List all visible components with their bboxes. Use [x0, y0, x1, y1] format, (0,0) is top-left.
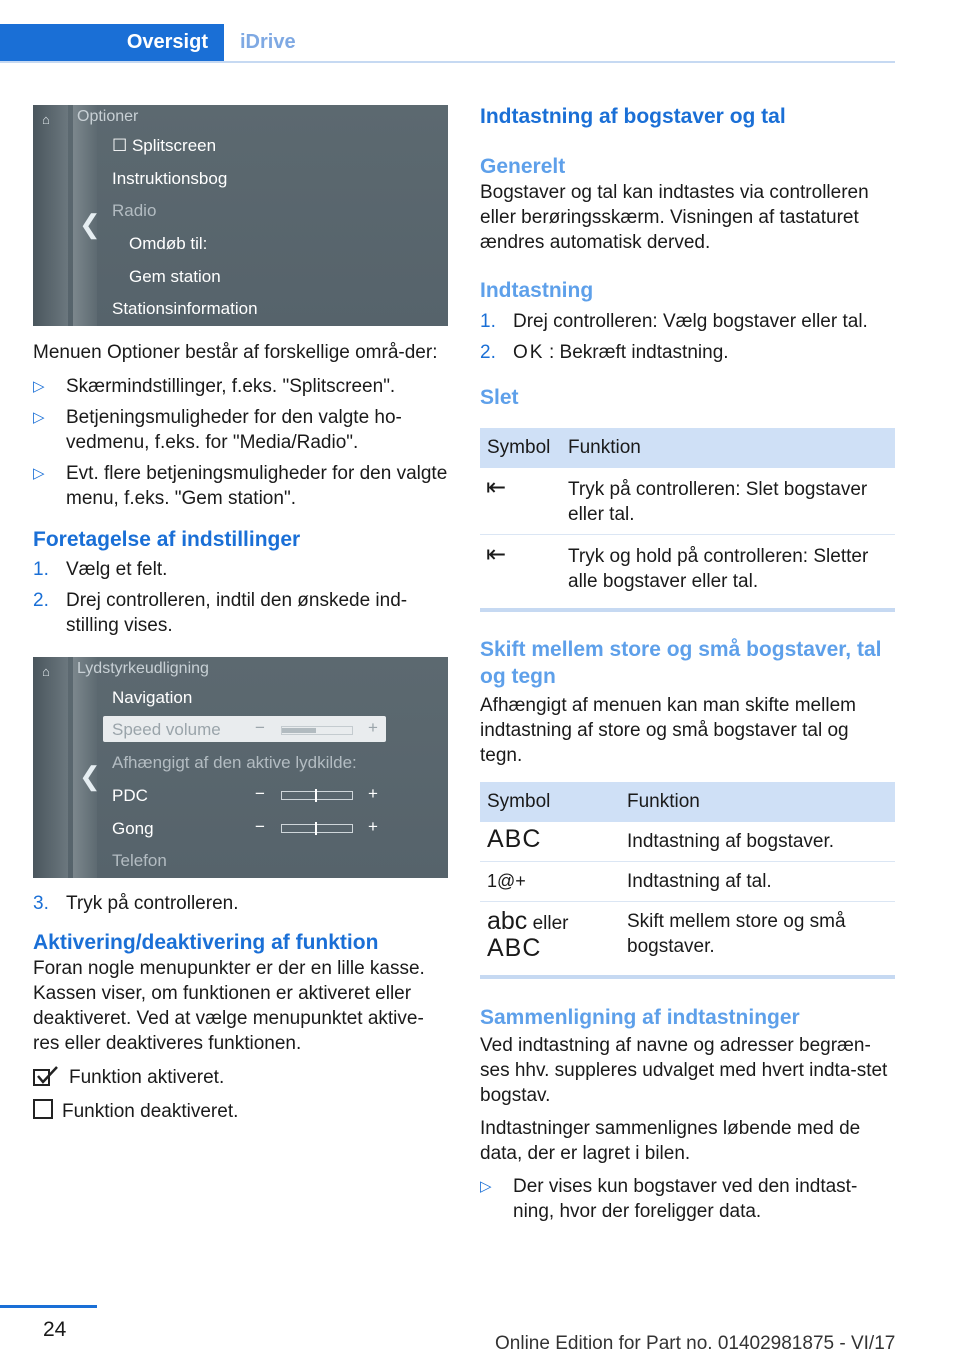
triangle-bullet-icon: ▷ — [33, 378, 45, 395]
screen-title: Optioner — [77, 108, 139, 125]
list-item: 1. Drej controlleren: Vælg bogstaver eller tal. — [480, 311, 868, 332]
table-row — [480, 468, 895, 535]
column-header: Symbol — [480, 428, 561, 468]
screen-item: PDC — [112, 786, 148, 805]
heading-general: Generelt — [480, 155, 566, 178]
screen-item: Navigation — [112, 688, 193, 707]
top-navigation-bar — [0, 24, 895, 63]
compare-bullet-list — [480, 1174, 895, 1224]
compare-text: Ved indtastning af navne og adresser begræn‐ses hhv. suppleres udvalget med hvert indta‐stet bogstav. — [480, 1035, 888, 1106]
heading-switch: Skift mellem store og små bogstaver, tal og tegn — [480, 638, 882, 688]
list-item: 3. Tryk på controlleren. — [33, 893, 239, 914]
switch-table — [480, 782, 895, 970]
screen-item: Stationsinformation — [112, 299, 258, 318]
delete-icon: ⇤ — [480, 468, 561, 535]
home-icon: ⌂ — [42, 112, 50, 127]
screen-item: Omdøb til: — [129, 234, 208, 253]
column-header: Funktion — [620, 782, 895, 822]
compare-text: Indtastninger sammenlignes løbende med de data, der er lagret i bilen. — [480, 1118, 861, 1164]
table-row — [480, 535, 895, 602]
list-item: 2. OK : Bekræft indtastning. — [480, 342, 729, 363]
activated-legend: Funktion aktiveret. — [33, 1065, 448, 1093]
general-text: Bogstaver og tal kan indtastes via controlleren eller berøringsskærm. Visningen af tastaturet ændres automatisk derved. — [480, 182, 869, 253]
footer-edition-note: Online Edition for Part no. 01402981875 - VI/17 — [495, 1333, 896, 1354]
entry-steps — [480, 309, 895, 365]
case-switch-symbols: abc eller ABC — [487, 907, 569, 962]
tab-oversigt[interactable]: Oversigt — [0, 24, 224, 61]
delete-table — [480, 428, 895, 601]
numbers-symbol-icon: 1@+ — [480, 862, 620, 902]
triangle-bullet-icon: ▷ — [480, 1178, 492, 1195]
table-cell: Indtastning af tal. — [620, 862, 895, 902]
screen-item: Afhængigt af den aktive lydkilde: — [112, 753, 357, 772]
checkbox-checked-icon — [33, 1066, 69, 1093]
triangle-bullet-icon: ▷ — [33, 409, 45, 426]
triangle-bullet-icon: ▷ — [33, 465, 45, 482]
slider — [281, 726, 353, 735]
slider — [281, 824, 353, 833]
heading-input: Indtastning af bogstaver og tal — [480, 105, 786, 128]
chevron-left-icon: ❮ — [79, 209, 101, 239]
left-column — [33, 105, 448, 1124]
heading-settings: Foretagelse af indstillinger — [33, 528, 301, 551]
slider — [281, 791, 353, 800]
list-item: 1. Vælg et felt. — [33, 559, 168, 580]
uppercase-symbol-icon: ABC — [480, 822, 620, 862]
footer-rule — [0, 1305, 97, 1308]
ok-icon: OK — [513, 342, 545, 363]
list-item: ▷ Evt. flere betjeningsmuligheder for den valgte menu, f.eks. "Gem station". — [33, 463, 448, 509]
tab-idrive[interactable]: iDrive — [240, 31, 296, 53]
table-cell: Tryk og hold på controlleren: Sletter alle bogstaver eller tal. — [568, 546, 869, 592]
column-header: Funktion — [561, 428, 895, 468]
heading-activation: Aktivering/deaktivering af funktion — [33, 931, 379, 954]
screen-item: Instruktionsbog — [112, 169, 228, 188]
list-item: ▷ Der vises kun bogstaver ved den indtast‐ning, hvor der foreligger data. — [480, 1176, 858, 1222]
activation-text: Foran nogle menupunkter er der en lille kasse. Kassen viser, om funktionen er aktiveret eller deaktiveret. Ved at vælge menupunktet aktive‐res eller deaktiveres funktionen. — [33, 958, 425, 1054]
settings-steps-continued — [33, 891, 448, 916]
list-item: 2. Drej controlleren, indtil den ønskede ind‐stilling vises. — [33, 590, 408, 636]
page-number: 24 — [43, 1318, 67, 1341]
optioner-intro: Menuen Optioner består af forskellige områ‐der: — [33, 342, 438, 363]
heading-entry: Indtastning — [480, 279, 594, 302]
screen-item-selected: Speed volume — [112, 720, 221, 739]
table-row — [480, 862, 895, 902]
table-row — [480, 902, 895, 971]
right-column — [480, 100, 895, 1230]
optioner-screen-image — [33, 105, 448, 326]
screen-item: Gem station — [129, 267, 221, 286]
optioner-bullet-list — [33, 374, 448, 511]
switch-text: Afhængigt af menuen kan man skifte mellem indtastning af store og små bogstaver tal og tegn. — [480, 695, 856, 766]
chevron-left-icon: ❮ — [79, 761, 101, 791]
table-header-row — [480, 782, 895, 822]
heading-compare: Sammenligning af indtastninger — [480, 1006, 800, 1029]
delete-icon: ⇤ — [486, 541, 507, 568]
table-cell: Skift mellem store og små bogstaver. — [627, 911, 846, 957]
list-item: ▷ Skærmindstillinger, f.eks. "Splitscreen". — [33, 376, 396, 397]
checkbox-empty-icon — [33, 1099, 53, 1119]
lowercase-symbol-icon: abc — [487, 907, 528, 935]
column-header: Symbol — [480, 782, 620, 822]
table-cell: Indtastning af bogstaver. — [620, 822, 895, 862]
screen-item: Gong — [112, 819, 154, 838]
screen-title: Lydstyrkeudligning — [77, 660, 209, 677]
list-item: ▷ Betjeningsmuligheder for den valgte ho‐vedmenu, f.eks. for "Media/Radio". — [33, 407, 402, 453]
screen-item: Radio — [112, 201, 157, 220]
deactivated-legend: Funktion deaktiveret. — [33, 1099, 448, 1124]
table-header-row — [480, 428, 895, 468]
lydstyrke-screen-image: ⌂ ❮ Lydstyrkeudligning Navigation Speed volume − + Afhængigt af den aktive lydkilde: PDC − + Gong − + Telefon — [33, 657, 448, 878]
screen-item: Telefon — [112, 851, 167, 870]
home-icon: ⌂ — [42, 664, 50, 679]
uppercase-symbol-icon: ABC — [487, 934, 542, 962]
screen-item: ☐ Splitscreen — [112, 136, 217, 155]
table-row — [480, 822, 895, 862]
heading-delete: Slet — [480, 386, 519, 409]
table-cell: Tryk på controlleren: Slet bogstaver eller tal. — [561, 468, 895, 535]
settings-steps — [33, 557, 448, 638]
